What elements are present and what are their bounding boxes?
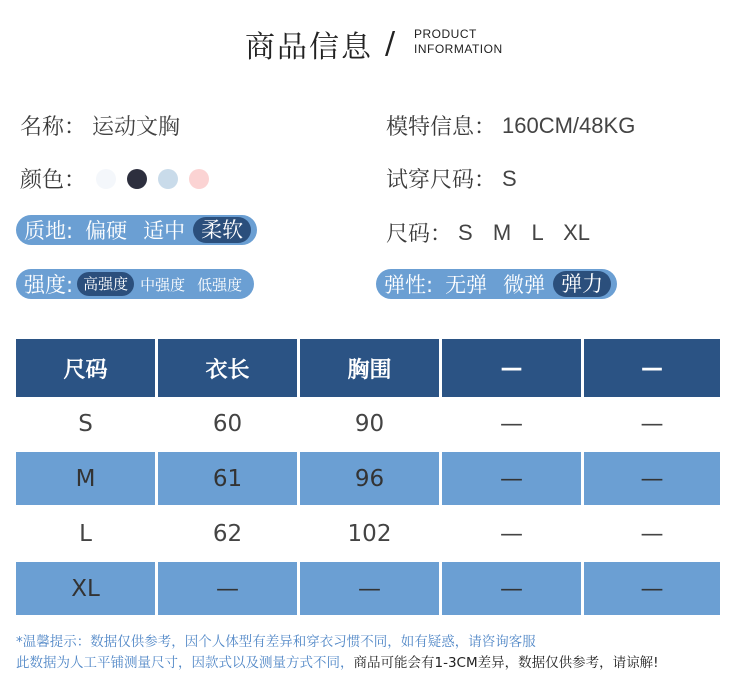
size-table [16,339,734,617]
page-subtitle-en [414,27,503,57]
table-cell: — [300,562,439,615]
table-cell: M [16,452,155,505]
strength-label: 强度: [24,273,74,297]
color-swatch [158,169,178,189]
elasticity-label: 弹性: [384,273,434,297]
notice-line-2-dark: 商品可能会有1-3CM差异，数据仅供参考，请谅解! [353,655,659,671]
page-title: 商品信息 [245,30,373,65]
subtitle-line-1: PRODUCT [414,27,477,41]
table-header-cell: — [442,339,581,397]
color-swatch [189,169,209,189]
product-name-value: 运动文胸 [92,115,181,140]
table-cell: 62 [158,507,297,560]
color-swatch [127,169,147,189]
table-header-row [16,339,734,397]
elasticity-pill [376,269,617,299]
strength-option-medium: 中强度 [140,275,186,294]
elasticity-option-none: 无弹 [445,273,488,297]
table-row [16,562,734,615]
size-row [386,217,590,248]
table-cell: 96 [300,452,439,505]
model-info-row [386,110,635,141]
table-row [16,452,734,505]
texture-option-hard: 偏硬 [85,219,128,243]
model-info-value: 160CM/48KG [502,112,636,138]
texture-label: 质地: [24,219,74,243]
tryon-size-row [386,163,517,194]
subtitle-line-2: INFORMATION [414,42,503,56]
table-cell: — [442,452,581,505]
color-label: 颜色： [20,168,87,193]
table-cell: 90 [300,397,439,450]
table-cell: — [584,452,720,505]
product-name-label: 名称： [20,115,87,140]
table-cell: 60 [158,397,297,450]
color-swatch [96,169,116,189]
elasticity-option-stretch: 弹力 [553,271,611,297]
table-cell: L [16,507,155,560]
table-cell: — [158,562,297,615]
table-row [16,507,734,560]
table-cell: — [442,507,581,560]
title-divider: / [385,26,396,61]
size-value: S M L XL [458,219,591,245]
strength-pill [16,269,254,299]
color-row [20,163,220,194]
tryon-size-value: S [502,165,517,191]
table-header-cell: 尺码 [16,339,155,397]
strength-option-low: 低强度 [197,275,243,294]
table-cell: — [584,562,720,615]
elasticity-option-slight: 微弹 [503,273,546,297]
notice-line-1: *温馨提示：数据仅供参考，因个人体型有差异和穿衣习惯不同，如有疑惑，请咨询客服 [16,634,536,650]
texture-pill [16,215,257,245]
table-header-cell: 胸围 [300,339,439,397]
tryon-size-label: 试穿尺码： [386,168,497,193]
table-cell: — [442,562,581,615]
table-row [16,397,734,450]
texture-option-soft: 柔软 [193,217,251,243]
table-header-cell: — [584,339,720,397]
table-cell: S [16,397,155,450]
table-cell: — [584,397,720,450]
table-header-cell: 衣长 [158,339,297,397]
table-cell: — [584,507,720,560]
strength-option-high: 高强度 [77,272,134,296]
table-cell: XL [16,562,155,615]
notice-line-2-blue: 此数据为人工平铺测量尺寸，因款式以及测量方式不同， [16,655,354,671]
product-name-row [20,110,180,141]
model-info-label: 模特信息： [386,115,497,140]
table-cell: 102 [300,507,439,560]
table-cell: — [442,397,581,450]
table-cell: 61 [158,452,297,505]
notice-line-2 [16,651,659,671]
size-label: 尺码： [386,222,453,247]
texture-option-medium: 适中 [143,219,186,243]
color-swatches [96,169,220,189]
